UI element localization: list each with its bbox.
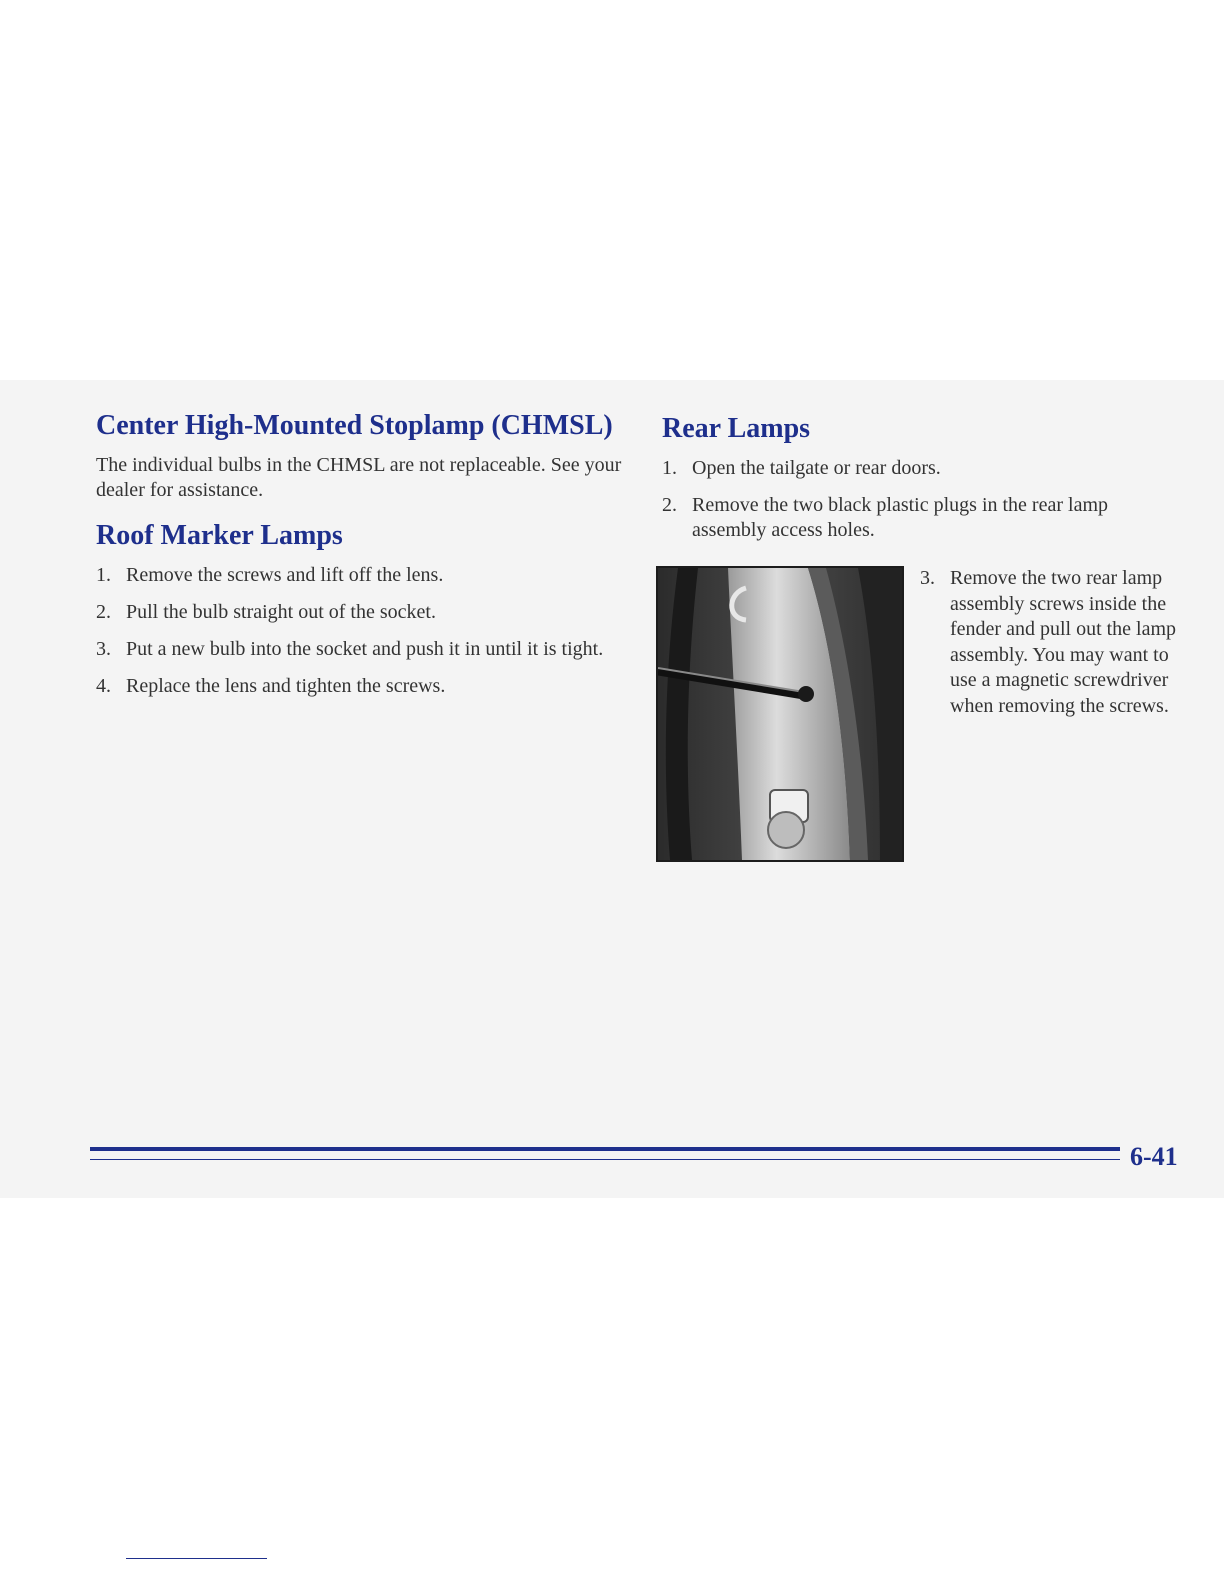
step-item [662, 456, 1187, 481]
step-item [96, 674, 606, 699]
step-text: Remove the two rear lamp assembly screws inside the fender and pull out the lamp assembly. You may want to use a magnetic screwdriver when removing the screws. [950, 567, 1177, 717]
roof-marker-heading: Roof Marker Lamps [96, 520, 343, 551]
step-item [96, 563, 606, 588]
roof-marker-steps [96, 563, 606, 711]
step-number: 2. [96, 601, 111, 623]
step-text: Put a new bulb into the socket and push it in until it is tight. [126, 638, 604, 660]
rear-lamp-photo [656, 566, 904, 862]
step-item [920, 566, 1190, 720]
step-text: Replace the lens and tighten the screws. [126, 675, 446, 697]
step-number: 3. [96, 638, 111, 660]
footer-rule-thin [90, 1159, 1120, 1160]
chmsl-body: The individual bulbs in the CHMSL are not replaceable. See your dealer for assistance. [96, 454, 622, 501]
step-text: Pull the bulb straight out of the socket. [126, 601, 436, 623]
step-text: Remove the screws and lift off the lens. [126, 564, 444, 586]
step-number: 1. [662, 457, 677, 479]
rear-lamps-heading: Rear Lamps [662, 413, 811, 444]
step-item [662, 493, 1187, 543]
step-number: 1. [96, 564, 111, 586]
footer-rule [90, 1147, 1120, 1151]
footnote-rule [126, 1558, 267, 1559]
step-number: 3. [920, 567, 935, 589]
rear-lamps-steps [662, 456, 1187, 555]
page-number: 6-41 [1130, 1142, 1178, 1171]
step-item [96, 637, 606, 662]
step-text: Remove the two black plastic plugs in the rear lamp assembly access holes. [692, 494, 1108, 541]
step-text: Open the tailgate or rear doors. [692, 457, 941, 479]
step-number: 2. [662, 494, 677, 516]
chmsl-heading: Center High-Mounted Stoplamp (CHMSL) [96, 410, 613, 441]
step-item [96, 600, 606, 625]
step-number: 4. [96, 675, 111, 697]
